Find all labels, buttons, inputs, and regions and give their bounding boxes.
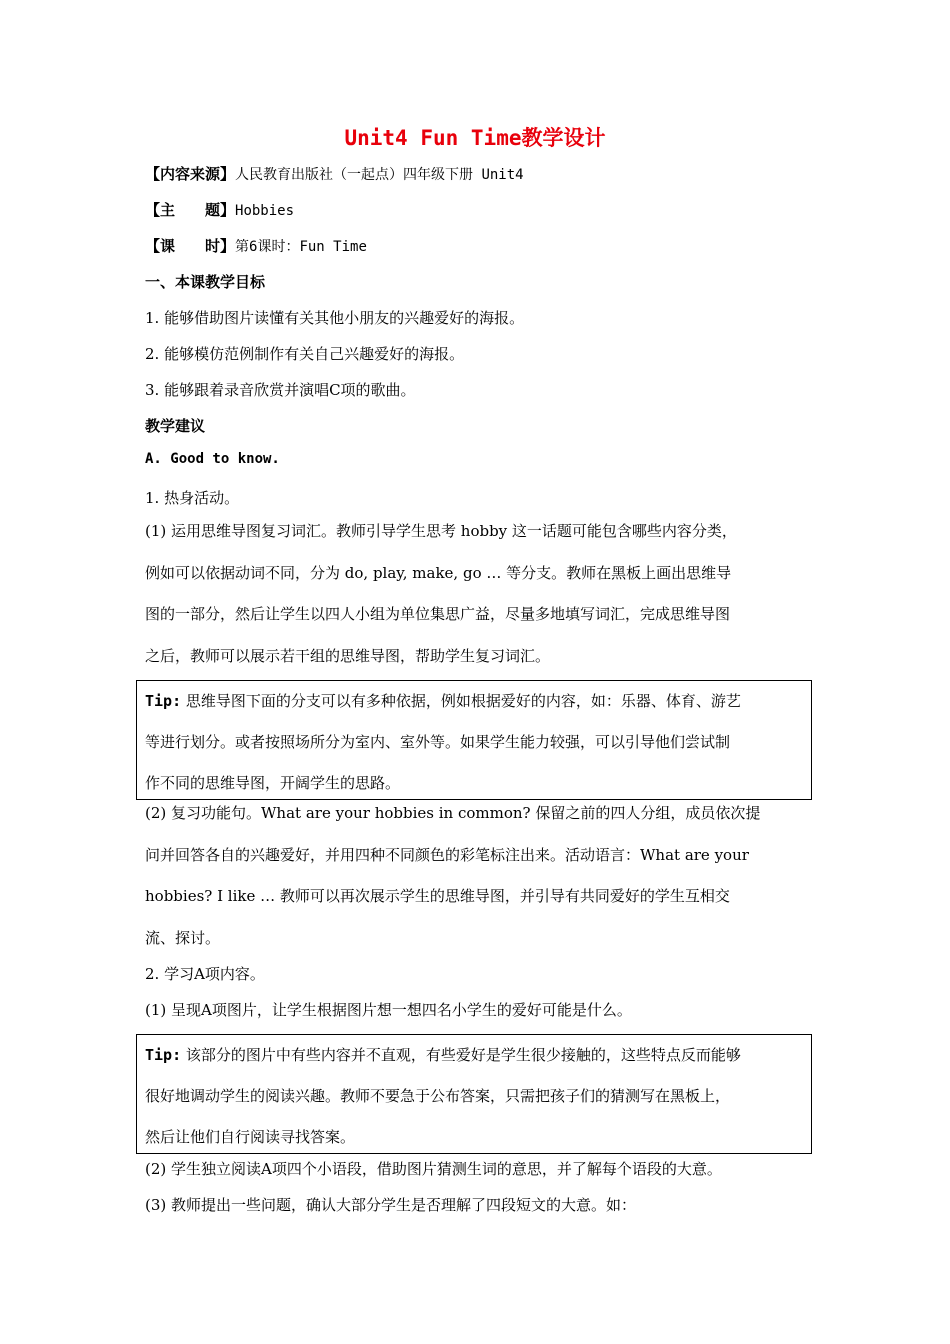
tip-text: 思维导图下面的分支可以有多种依据，例如根据爱好的内容，如：乐器、体育、游艺 (185, 692, 741, 710)
goal-item: 1. 能够借助图片读懂有关其他小朋友的兴趣爱好的海报。 (145, 309, 525, 327)
meta-topic-value: Hobbies (235, 203, 295, 219)
tip-label: Tip: (145, 1046, 182, 1064)
paragraph-line: (2) 学生独立阅读A项四个小语段，借助图片猜测生词的意思，并了解每个语段的大意。 (145, 1160, 722, 1178)
paragraph-line: hobbies? I like … 教师可以再次展示学生的思维导图，并引导有共同爱好的学生互相交 (145, 887, 730, 905)
goal-item: 3. 能够跟着录音欣赏并演唱C项的歌曲。 (145, 381, 416, 399)
paragraph-line: (1) 运用思维导图复习词汇。教师引导学生思考 hobby 这一话题可能包含哪些内容分类， (145, 522, 737, 540)
meta-period-label: 【课 时】 (145, 237, 236, 255)
paragraph-line: (1) 呈现A项图片，让学生根据图片想一想四名小学生的爱好可能是什么。 (145, 1001, 632, 1019)
meta-source-label: 【内容来源】 (145, 165, 236, 183)
paragraph-line: 图的一部分，然后让学生以四人小组为单位集思广益，尽量多地填写词汇，完成思维导图 (145, 605, 731, 623)
tip-box (136, 1034, 812, 1154)
meta-period (145, 235, 367, 256)
page-title: Unit4 Fun Time教学设计 (344, 126, 606, 150)
section-heading-goals: 一、本课教学目标 (145, 273, 266, 291)
meta-source (145, 163, 524, 184)
paragraph-line: 流、探讨。 (145, 928, 221, 947)
meta-topic (145, 199, 294, 220)
paragraph-functional-sentences (145, 793, 810, 959)
meta-period-value: 第6课时：Fun Time (235, 239, 367, 255)
meta-source-value: 人民教育出版社（一起点）四年级下册 Unit4 (235, 167, 524, 183)
goal-item: 2. 能够模仿范例制作有关自己兴趣爱好的海报。 (145, 345, 465, 363)
section-heading-suggestions: 教学建议 (145, 417, 206, 435)
tip-box (136, 680, 812, 800)
paragraph-line: 例如可以依据动词不同，分为 do, play, make, go … 等分支。教师在黑板上画出思维导 (145, 563, 732, 582)
paragraph-mindmap (145, 511, 810, 677)
step-heading: 1. 热身活动。 (145, 489, 240, 507)
paragraph-line: 之后，教师可以展示若干组的思维导图，帮助学生复习词汇。 (145, 646, 551, 665)
paragraph-line: (2) 复习功能句。What are your hobbies in common? 保留之前的四人分组，成员依次提 (145, 804, 761, 822)
step-heading: 2. 学习A项内容。 (145, 965, 265, 983)
meta-topic-label: 【主 题】 (145, 201, 236, 219)
paragraph-line: 问并回答各自的兴趣爱好，并用四种不同颜色的彩笔标注出来。活动语言：What are your (145, 845, 749, 864)
tip-text: 该部分的图片中有些内容并不直观，有些爱好是学生很少接触的，这些特点反而能够 (185, 1046, 741, 1064)
tip-label: Tip: (145, 692, 182, 710)
subsection-a-heading: A. Good to know. (145, 451, 280, 467)
paragraph-line: (3) 教师提出一些问题，确认大部分学生是否理解了四段短文的大意。如： (145, 1196, 637, 1214)
tip-text: 作不同的思维导图，开阔学生的思路。 (145, 774, 401, 792)
tip-text: 然后让他们自行阅读寻找答案。 (145, 1128, 356, 1146)
tip-text: 等进行划分。或者按照场所分为室内、室外等。如果学生能力较强，可以引导他们尝试制 (145, 733, 731, 751)
tip-text: 很好地调动学生的阅读兴趣。教师不要急于公布答案，只需把孩子们的猜测写在黑板上， (145, 1087, 731, 1105)
